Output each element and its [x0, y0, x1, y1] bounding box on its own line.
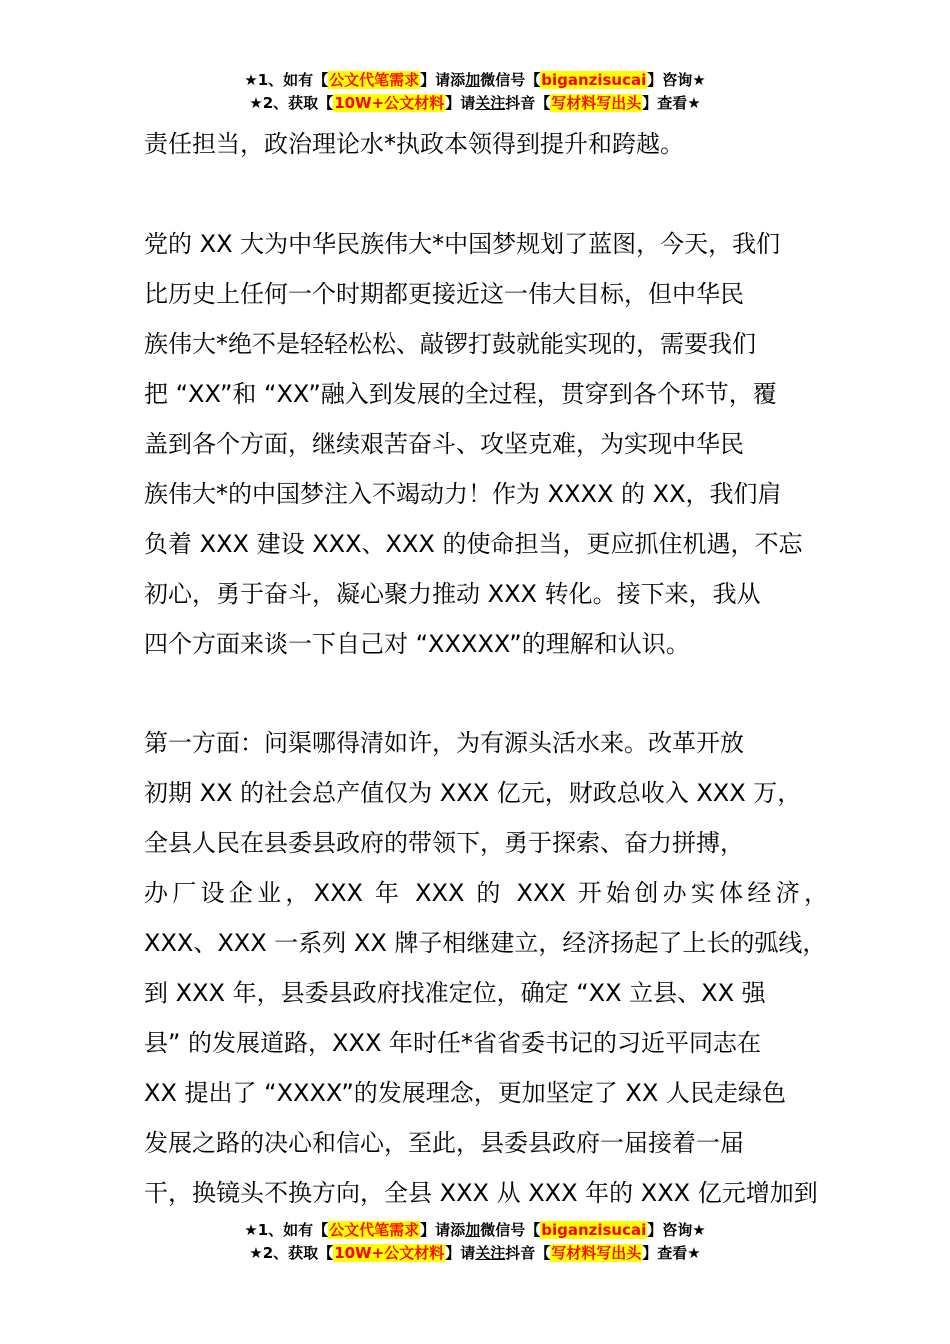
text-line: 盖到各个方面，继续艰苦奋斗、攻坚克难，为实现中华民: [144, 430, 744, 458]
header-promo-banner: [0, 69, 950, 115]
promo-highlight-materials: 10W+公文材料: [334, 1244, 445, 1262]
text-line: 四个方面来谈一下自己对 “XXXXX”的理解和认识。: [144, 630, 690, 658]
text-line: 族伟大*绝不是轻轻松松、敲锣打鼓就能实现的，需要我们: [144, 330, 756, 358]
promo-highlight-douyin: 写材料写出头: [551, 94, 642, 112]
text-line: 责任担当，政治理论水*执政本领得到提升和跨越。: [144, 130, 684, 158]
text-line: 初心，勇于奋斗，凝心聚力推动 XXX 转化。接下来，我从: [144, 580, 761, 608]
promo-line-2: ★2、获取【10W+公文材料】请关注抖音【写材料写出头】查看★: [249, 94, 701, 112]
text-line: 发展之路的决心和信心，至此，县委县政府一届接着一届: [144, 1129, 744, 1157]
promo-line-1: ★1、如有【公文代笔需求】请添加微信号【biganzisucai】咨询★: [244, 1221, 706, 1239]
document-body: [144, 119, 812, 169]
promo-highlight-wechat: biganzisucai: [541, 71, 647, 89]
text-line: 干，换镜头不换方向，全县 XXX 从 XXX 年的 XXX 亿元增加到: [144, 1179, 818, 1207]
text-line: 党的 XX 大为中华民族伟大*中国梦规划了蓝图，今天，我们: [144, 230, 781, 258]
paragraph-2: [144, 718, 828, 1218]
text-line: 全县人民在县委县政府的带领下，勇于探索、奋力拼搏，: [144, 829, 744, 857]
promo-highlight-wechat: biganzisucai: [541, 1221, 647, 1239]
promo-highlight-service: 公文代笔需求: [329, 71, 420, 89]
text-line: 办厂设企业，XXX 年 XXX 的 XXX 开始创办实体经济，: [144, 879, 828, 907]
text-line: 负着 XXX 建设 XXX、XXX 的使命担当，更应抓住机遇，不忘: [144, 530, 803, 558]
promo-line-2: ★2、获取【10W+公文材料】请关注抖音【写材料写出头】查看★: [249, 1244, 701, 1262]
text-line: 初期 XX 的社会总产值仅为 XXX 亿元，财政总收入 XXX 万，: [144, 779, 802, 807]
footer-promo-banner: [0, 1219, 950, 1265]
promo-highlight-service: 公文代笔需求: [329, 1221, 420, 1239]
paragraph-0: [144, 119, 812, 169]
text-line: 把 “XX”和 “XX”融入到发展的全过程，贯穿到各个环节，覆: [144, 380, 777, 408]
promo-highlight-materials: 10W+公文材料: [334, 94, 445, 112]
text-line: 县” 的发展道路，XXX 年时任*省省委书记的习近平同志在: [144, 1029, 762, 1057]
text-line: 族伟大*的中国梦注入不竭动力！作为 XXXX 的 XX，我们肩: [144, 480, 782, 508]
text-line: XXX、XXX 一系列 XX 牌子相继建立，经济扬起了上长的弧线，: [144, 929, 827, 957]
text-line: XX 提出了 “XXXX”的发展理念，更加坚定了 XX 人民走绿色: [144, 1079, 786, 1107]
promo-highlight-douyin: 写材料写出头: [551, 1244, 642, 1262]
promo-line-1: ★1、如有【公文代笔需求】请添加微信号【biganzisucai】咨询★: [244, 71, 706, 89]
text-line: 比历史上任何一个时期都更接近这一伟大目标，但中华民: [144, 280, 744, 308]
text-line: 到 XXX 年，县委县政府找准定位，确定 “XX 立县、XX 强: [144, 979, 766, 1007]
paragraph-1: [144, 219, 812, 669]
text-line: 第一方面：问渠哪得清如许，为有源头活水来。改革开放: [144, 729, 744, 757]
